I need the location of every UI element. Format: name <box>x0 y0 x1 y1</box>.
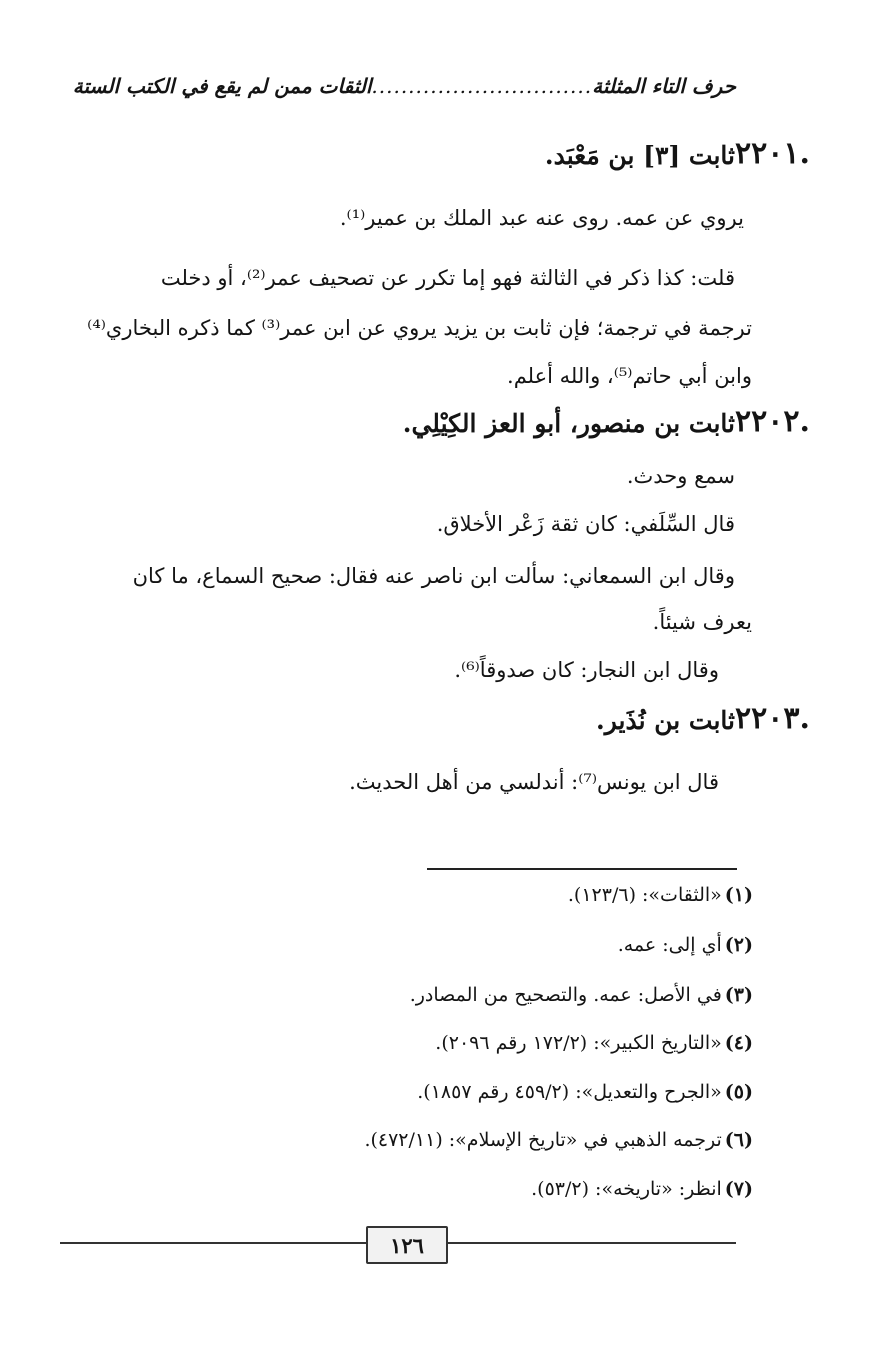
footnote-text: «التاريخ الكبير»: (١٧٢/٢ رقم ٢٠٩٦). <box>435 1032 722 1054</box>
footnote <box>568 886 753 905</box>
footnote-marker: (٦) <box>724 1129 753 1151</box>
entry-line: قال السِّلَفي: كان ثقة زَعْر الأخلاق. <box>436 512 735 536</box>
header-right-group <box>371 76 736 96</box>
footnote-text: ترجمه الذهبي في «تاريخ الإسلام»: (٤٧٢/١١). <box>364 1129 722 1151</box>
entry-line: قلت: كذا ذكر في الثالثة فهو إما تكرر عن تصحيف عمر⁽²⁾، أو دخلت <box>160 266 735 290</box>
page-rule-right <box>444 1242 736 1244</box>
entry-title: ثابت [٣] بن مَعْبَد. <box>544 141 735 170</box>
entry-number: ٢٢٠٣. <box>735 701 810 736</box>
footnote <box>618 936 753 955</box>
header-book-title: الثقات ممن لم يقع في الكتب الستة <box>72 74 372 98</box>
entry-number: ٢٢٠٢. <box>735 404 810 439</box>
entry-line: وابن أبي حاتم⁽⁵⁾، والله أعلم. <box>507 364 752 388</box>
page-rule-left <box>60 1242 366 1244</box>
footnote-text: أي إلى: عمه. <box>617 934 722 956</box>
footnote <box>410 986 753 1005</box>
running-header <box>72 74 736 98</box>
footnote-marker: (٥) <box>724 1081 753 1103</box>
entry-line: وقال ابن السمعاني: سألت ابن ناصر عنه فقال: صحيح السماع، ما كان <box>132 564 735 588</box>
entry-number: ٢٢٠١. <box>735 136 810 171</box>
entry-line: قال ابن يونس⁽⁷⁾: أندلسي من أهل الحديث. <box>349 770 719 794</box>
footnote-marker: (٤) <box>724 1032 753 1054</box>
entry-line: وقال ابن النجار: كان صدوقاً⁽⁶⁾. <box>454 658 719 682</box>
footnote-marker: (٧) <box>724 1178 753 1200</box>
footnote <box>417 1083 753 1102</box>
footnote <box>364 1131 753 1150</box>
entry-line: يعرف شيئاً. <box>652 610 752 634</box>
entry-title: ثابت بن نُذَير. <box>595 706 735 735</box>
footnote-text: «الجرح والتعديل»: (٤٥٩/٢ رقم ١٨٥٧). <box>417 1081 722 1103</box>
footnote-marker: (٢) <box>724 934 753 956</box>
footnote-marker: (١) <box>724 884 753 906</box>
footnote <box>531 1180 753 1199</box>
entry-title: ثابت بن منصور، أبو العز الكِيْلِي. <box>402 409 735 438</box>
header-dots: .............................. <box>371 74 593 98</box>
footnote-text: في الأصل: عمه. والتصحيح من المصادر. <box>409 984 722 1006</box>
footnote <box>435 1034 753 1053</box>
footnote-text: «الثقات»: (١٢٣/٦). <box>567 884 722 906</box>
footnote-text: انظر: «تاريخه»: (٥٣/٢). <box>531 1178 722 1200</box>
page-number: ١٢٦ <box>366 1226 448 1264</box>
entry-line: يروي عن عمه. روى عنه عبد الملك بن عمير⁽¹⁾. <box>339 206 744 230</box>
footnote-marker: (٣) <box>724 984 753 1006</box>
entry-line: سمع وحدث. <box>626 464 735 488</box>
footnote-separator <box>427 868 737 870</box>
entry-line: ترجمة في ترجمة؛ فإن ثابت بن يزيد يروي عن ابن عمر⁽³⁾ كما ذكره البخاري⁽⁴⁾ <box>87 316 752 340</box>
header-chapter-title: حرف التاء المثلثة <box>592 74 736 98</box>
